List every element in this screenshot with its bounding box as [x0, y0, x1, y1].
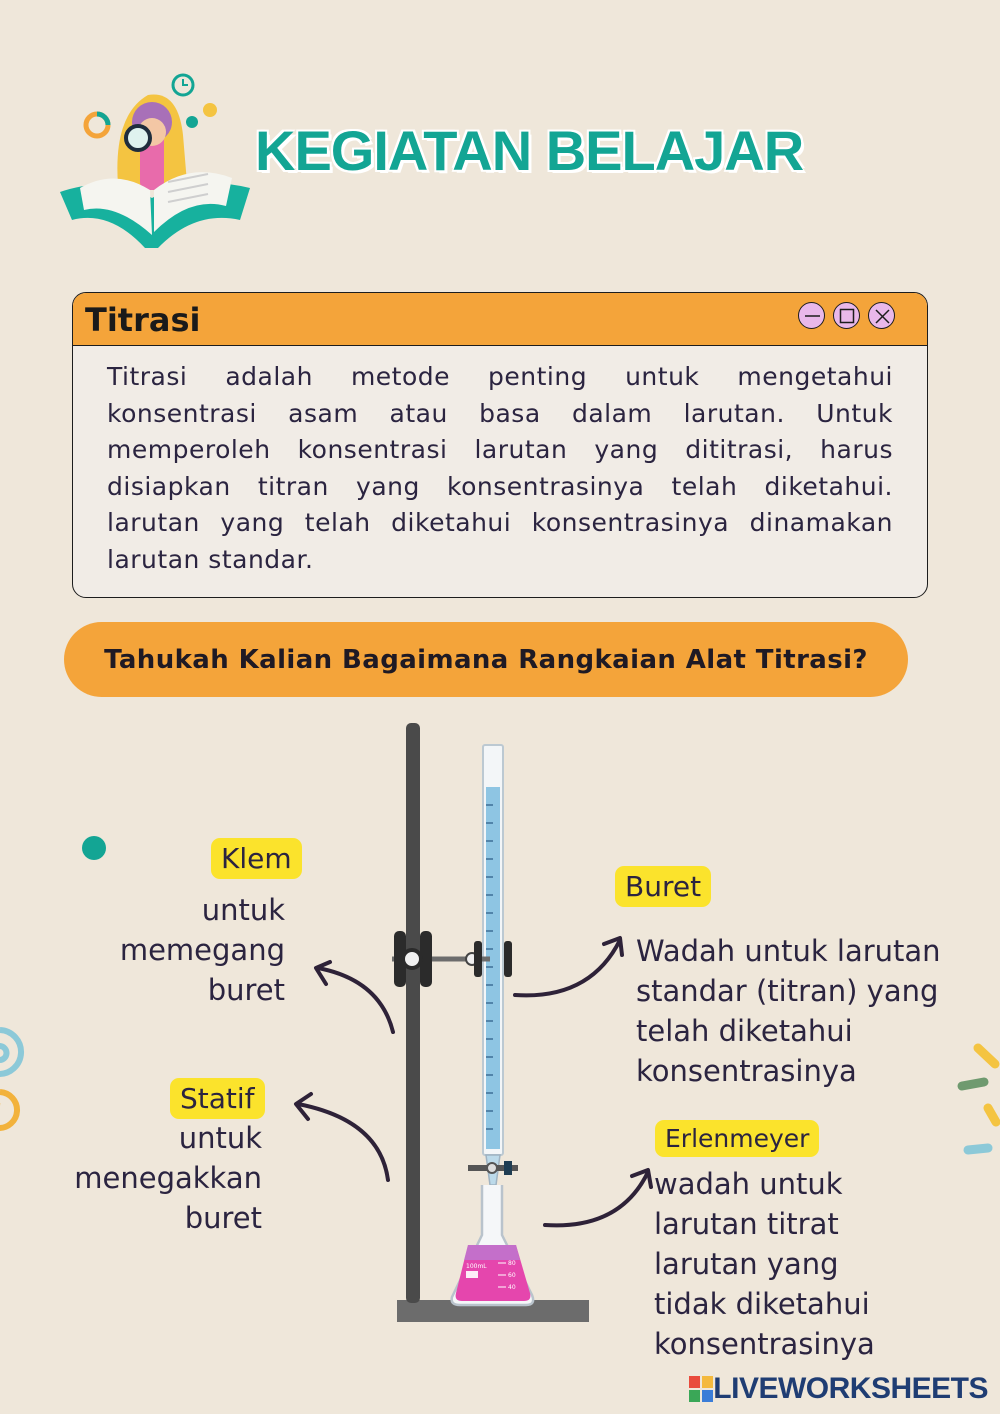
desc-buret	[636, 931, 941, 1091]
desc-buret-line: konsentrasinya	[636, 1054, 857, 1088]
flask-grad-40: 40	[508, 1284, 516, 1291]
desc-buret-line: Wadah untuk larutan	[636, 934, 941, 968]
question-banner: Tahukah Kalian Bagaimana Rangkaian Alat Titrasi?	[64, 622, 908, 697]
desc-erlenmeyer-line: tidak diketahui	[654, 1287, 870, 1321]
desc-buret-line: standar (titran) yang	[636, 974, 939, 1008]
liveworksheets-logo[interactable]	[689, 1372, 988, 1406]
label-buret: Buret	[615, 866, 711, 907]
desc-klem-line: untuk	[201, 893, 285, 927]
arrow-erlenmeyer	[545, 1172, 648, 1225]
window-title: Titrasi	[85, 301, 201, 339]
arrow-buret	[515, 940, 620, 995]
desc-erlenmeyer-line: konsentrasinya	[654, 1327, 875, 1361]
desc-erlenmeyer-line: larutan titrat	[654, 1207, 839, 1241]
page-title: KEGIATAN BELAJAR	[255, 119, 804, 182]
desc-erlenmeyer-line: larutan yang	[654, 1247, 839, 1281]
desc-klem-line: buret	[207, 973, 285, 1007]
label-klem: Klem	[211, 838, 302, 879]
desc-klem-line: memegang	[119, 933, 285, 967]
label-erlenmeyer: Erlenmeyer	[655, 1120, 819, 1157]
liveworksheets-logo-icon	[689, 1376, 713, 1402]
desc-buret-line: telah diketahui	[636, 1014, 853, 1048]
desc-erlenmeyer	[654, 1164, 875, 1364]
desc-erlenmeyer-line: wadah untuk	[654, 1167, 843, 1201]
desc-statif-line: menegakkan	[74, 1161, 262, 1195]
arrow-statif	[298, 1104, 388, 1180]
desc-klem	[120, 890, 285, 1010]
arrow-klem	[318, 968, 393, 1032]
desc-statif-line: buret	[184, 1201, 262, 1235]
window-paragraph: Titrasi adalah metode penting untuk mengetahui konsentrasi asam atau basa dalam larutan. Untuk memperoleh konsentrasi larutan yang dititrasi, harus disiapkan titran yang konsentrasinya telah diketahui. larutan yang telah diketahui konsentrasinya dinamakan larutan standar.	[107, 362, 893, 574]
desc-statif-line: untuk	[178, 1121, 262, 1155]
desc-statif	[74, 1118, 262, 1238]
label-statif: Statif	[170, 1078, 265, 1119]
flask-grad-60: 60	[508, 1272, 516, 1279]
flask-grad-80: 80	[508, 1260, 516, 1267]
logo-text: LIVEWORKSHEETS	[713, 1372, 988, 1405]
flask-volume-label: 100mL	[466, 1263, 487, 1270]
